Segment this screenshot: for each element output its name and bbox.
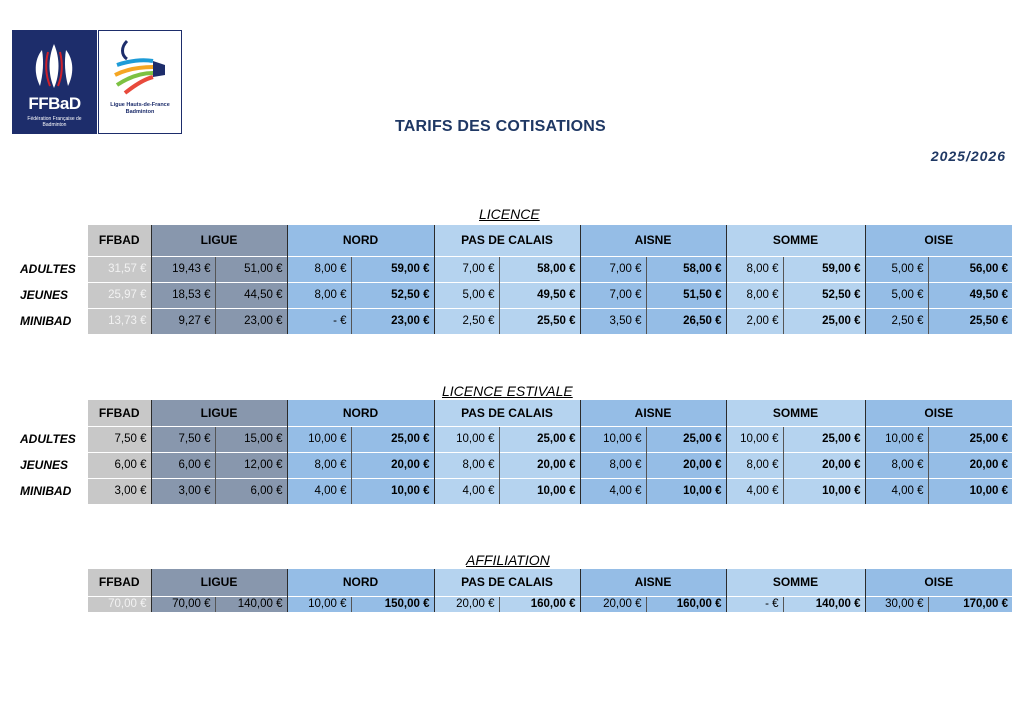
cell-ligue-total: 51,00 €	[215, 256, 287, 282]
table-row	[14, 596, 1012, 612]
header-aisne: AISNE	[580, 225, 726, 256]
cell-somme-total: 20,00 €	[783, 452, 865, 478]
header-ffbad: FFBAD	[88, 569, 151, 596]
header-oise: OISE	[865, 225, 1012, 256]
cell-ffbad: 7,50 €	[88, 426, 151, 452]
row-label: JEUNES	[14, 452, 88, 478]
cell-somme-part: 8,00 €	[726, 256, 783, 282]
table-row	[14, 282, 1012, 308]
cell-ligue-total: 140,00 €	[215, 596, 287, 612]
cell-ligue-part: 70,00 €	[151, 596, 215, 612]
cell-aisne-total: 26,50 €	[646, 308, 726, 334]
season-label: 2025/2026	[930, 148, 1006, 164]
header-ligue: LIGUE	[151, 400, 287, 426]
cell-somme-total: 140,00 €	[783, 596, 865, 612]
cell-somme-part: 8,00 €	[726, 452, 783, 478]
header-pas-de-calais: PAS DE CALAIS	[434, 569, 580, 596]
cell-pdc-total: 49,50 €	[499, 282, 580, 308]
ffbad-brand: FFBaD	[28, 94, 81, 113]
cell-nord-part: 8,00 €	[287, 256, 351, 282]
header-somme: SOMME	[726, 569, 865, 596]
cell-oise-part: 2,50 €	[865, 308, 928, 334]
cell-ffbad: 25,97 €	[88, 282, 151, 308]
row-label: MINIBAD	[14, 478, 88, 504]
cell-aisne-total: 25,00 €	[646, 426, 726, 452]
cell-nord-total: 150,00 €	[351, 596, 434, 612]
cell-ligue-total: 6,00 €	[215, 478, 287, 504]
licence-estivale-table	[14, 400, 1012, 504]
licence-table	[14, 225, 1012, 334]
row-label: JEUNES	[14, 282, 88, 308]
cell-somme-part: 4,00 €	[726, 478, 783, 504]
cell-nord-total: 59,00 €	[351, 256, 434, 282]
section-title-licence-estivale: LICENCE ESTIVALE	[442, 383, 573, 399]
cell-nord-total: 10,00 €	[351, 478, 434, 504]
cell-aisne-part: 7,00 €	[580, 282, 646, 308]
cell-ligue-total: 12,00 €	[215, 452, 287, 478]
cell-aisne-total: 160,00 €	[646, 596, 726, 612]
cell-ligue-part: 6,00 €	[151, 452, 215, 478]
cell-aisne-part: 20,00 €	[580, 596, 646, 612]
cell-ffbad: 6,00 €	[88, 452, 151, 478]
header-somme: SOMME	[726, 400, 865, 426]
table-row	[14, 256, 1012, 282]
cell-somme-total: 10,00 €	[783, 478, 865, 504]
cell-pdc-total: 160,00 €	[499, 596, 580, 612]
header-nord: NORD	[287, 225, 434, 256]
cell-pdc-part: 4,00 €	[434, 478, 499, 504]
cell-ffbad: 31,57 €	[88, 256, 151, 282]
table-row	[14, 426, 1012, 452]
cell-aisne-part: 10,00 €	[580, 426, 646, 452]
cell-ligue-total: 23,00 €	[215, 308, 287, 334]
row-label: ADULTES	[14, 256, 88, 282]
row-label: MINIBAD	[14, 308, 88, 334]
ligue-logo	[98, 30, 182, 134]
ffbad-logo	[12, 30, 97, 134]
cell-pdc-total: 20,00 €	[499, 452, 580, 478]
cell-oise-part: 4,00 €	[865, 478, 928, 504]
cell-nord-total: 52,50 €	[351, 282, 434, 308]
shuttlecock-feathers-icon	[12, 30, 97, 94]
header-pas-de-calais: PAS DE CALAIS	[434, 400, 580, 426]
cell-somme-part: 2,00 €	[726, 308, 783, 334]
cell-nord-part: 8,00 €	[287, 452, 351, 478]
cell-ligue-total: 44,50 €	[215, 282, 287, 308]
header-ligue: LIGUE	[151, 569, 287, 596]
cell-ligue-part: 3,00 €	[151, 478, 215, 504]
cell-aisne-part: 3,50 €	[580, 308, 646, 334]
cell-pdc-part: 2,50 €	[434, 308, 499, 334]
header-pas-de-calais: PAS DE CALAIS	[434, 225, 580, 256]
cell-oise-total: 10,00 €	[928, 478, 1012, 504]
cell-oise-part: 8,00 €	[865, 452, 928, 478]
header-ffbad: FFBAD	[88, 400, 151, 426]
cell-pdc-part: 5,00 €	[434, 282, 499, 308]
cell-pdc-total: 25,00 €	[499, 426, 580, 452]
cell-aisne-total: 20,00 €	[646, 452, 726, 478]
cell-oise-part: 5,00 €	[865, 282, 928, 308]
row-label	[14, 596, 88, 612]
header-oise: OISE	[865, 400, 1012, 426]
header-aisne: AISNE	[580, 569, 726, 596]
cell-oise-total: 25,50 €	[928, 308, 1012, 334]
cell-nord-total: 25,00 €	[351, 426, 434, 452]
cell-oise-total: 20,00 €	[928, 452, 1012, 478]
cell-somme-part: 10,00 €	[726, 426, 783, 452]
cell-oise-part: 10,00 €	[865, 426, 928, 452]
header-aisne: AISNE	[580, 400, 726, 426]
section-title-licence: LICENCE	[479, 206, 540, 222]
page-title: TARIFS DES COTISATIONS	[395, 118, 606, 135]
cell-oise-part: 30,00 €	[865, 596, 928, 612]
cell-ligue-part: 9,27 €	[151, 308, 215, 334]
cell-pdc-part: 10,00 €	[434, 426, 499, 452]
header-nord: NORD	[287, 400, 434, 426]
cell-pdc-total: 58,00 €	[499, 256, 580, 282]
header-nord: NORD	[287, 569, 434, 596]
cell-nord-total: 20,00 €	[351, 452, 434, 478]
cell-ffbad: 70,00 €	[88, 596, 151, 612]
cell-oise-total: 49,50 €	[928, 282, 1012, 308]
table-row	[14, 452, 1012, 478]
cell-nord-part: 10,00 €	[287, 596, 351, 612]
cell-pdc-part: 20,00 €	[434, 596, 499, 612]
cell-nord-part: 10,00 €	[287, 426, 351, 452]
ffbad-subtitle: Fédération Française de Badminton	[27, 116, 82, 128]
cell-ligue-part: 18,53 €	[151, 282, 215, 308]
cell-somme-total: 25,00 €	[783, 308, 865, 334]
cell-oise-part: 5,00 €	[865, 256, 928, 282]
cell-ffbad: 13,73 €	[88, 308, 151, 334]
cell-aisne-total: 10,00 €	[646, 478, 726, 504]
cell-oise-total: 170,00 €	[928, 596, 1012, 612]
cell-ligue-part: 7,50 €	[151, 426, 215, 452]
cell-aisne-total: 58,00 €	[646, 256, 726, 282]
cell-aisne-part: 8,00 €	[580, 452, 646, 478]
cell-ligue-total: 15,00 €	[215, 426, 287, 452]
cell-somme-total: 25,00 €	[783, 426, 865, 452]
cell-somme-part: 8,00 €	[726, 282, 783, 308]
cell-aisne-part: 7,00 €	[580, 256, 646, 282]
cell-oise-total: 56,00 €	[928, 256, 1012, 282]
cell-nord-part: 4,00 €	[287, 478, 351, 504]
table-row	[14, 308, 1012, 334]
cell-pdc-total: 10,00 €	[499, 478, 580, 504]
cell-pdc-part: 8,00 €	[434, 452, 499, 478]
cell-oise-total: 25,00 €	[928, 426, 1012, 452]
table-row	[14, 478, 1012, 504]
header-ligue: LIGUE	[151, 225, 287, 256]
ligue-logo-text: Ligue Hauts-de-France Badminton	[110, 102, 170, 115]
cell-pdc-part: 7,00 €	[434, 256, 499, 282]
cell-nord-part: - €	[287, 308, 351, 334]
cell-nord-part: 8,00 €	[287, 282, 351, 308]
header-somme: SOMME	[726, 225, 865, 256]
cell-somme-total: 59,00 €	[783, 256, 865, 282]
cell-somme-part: - €	[726, 596, 783, 612]
affiliation-table	[14, 569, 1012, 612]
header-oise: OISE	[865, 569, 1012, 596]
cell-nord-total: 23,00 €	[351, 308, 434, 334]
ligue-shuttle-icon	[107, 35, 173, 101]
cell-aisne-part: 4,00 €	[580, 478, 646, 504]
cell-aisne-total: 51,50 €	[646, 282, 726, 308]
row-label: ADULTES	[14, 426, 88, 452]
cell-ligue-part: 19,43 €	[151, 256, 215, 282]
cell-somme-total: 52,50 €	[783, 282, 865, 308]
cell-pdc-total: 25,50 €	[499, 308, 580, 334]
cell-ffbad: 3,00 €	[88, 478, 151, 504]
header-ffbad: FFBAD	[88, 225, 151, 256]
section-title-affiliation: AFFILIATION	[466, 552, 550, 568]
